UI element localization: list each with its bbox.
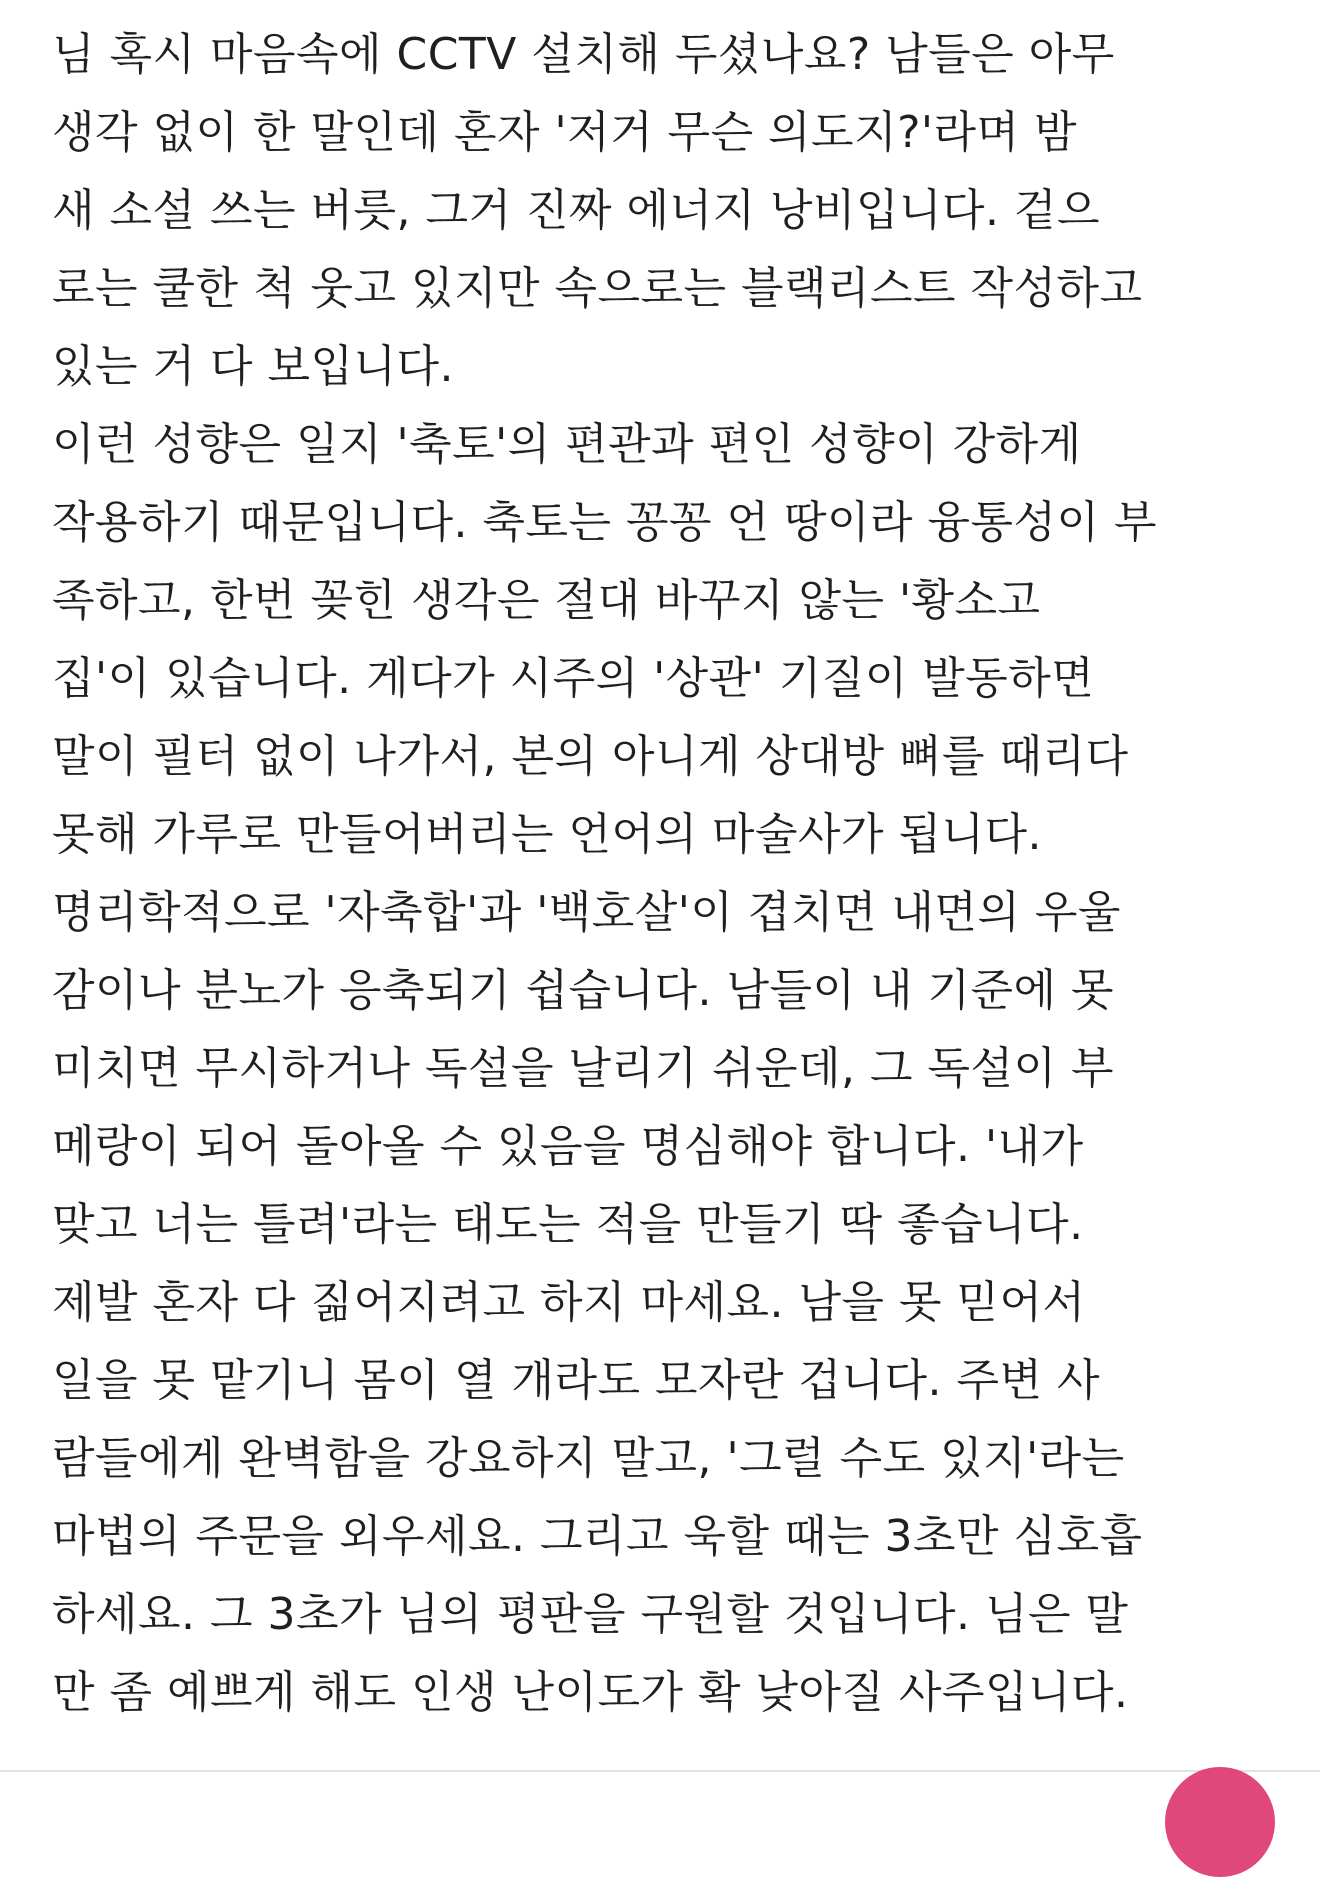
text-line: 제발 혼자 다 짊어지려고 하지 마세요. 남을 못 믿어서 — [52, 1277, 1086, 1328]
text-line: 못해 가루로 만들어버리는 언어의 마술사가 됩니다. — [52, 809, 1042, 860]
text-line: 일을 못 맡기니 몸이 열 개라도 모자란 겁니다. 주변 사 — [52, 1355, 1100, 1406]
text-line: 생각 없이 한 말인데 혼자 '저거 무슨 의도지?'라며 밤 — [52, 107, 1078, 158]
text-line: 만 좀 예쁘게 해도 인생 난이도가 확 낮아질 사주입니다. — [52, 1667, 1129, 1718]
text-line: 마법의 주문을 외우세요. 그리고 욱할 때는 3초만 심호흡 — [52, 1511, 1143, 1562]
text-line: 미치면 무시하거나 독설을 날리기 쉬운데, 그 독설이 부 — [52, 1043, 1114, 1094]
text-line: 새 소설 쓰는 버릇, 그거 진짜 에너지 낭비입니다. 겉으 — [52, 185, 1100, 236]
text-line: 하세요. 그 3초가 님의 평판을 구원할 것입니다. 님은 말 — [52, 1589, 1129, 1640]
text-line: 로는 쿨한 척 웃고 있지만 속으로는 블랙리스트 작성하고 — [52, 263, 1143, 314]
text-line: 맞고 너는 틀려'라는 태도는 적을 만들기 딱 좋습니다. — [52, 1199, 1084, 1250]
text-line: 람들에게 완벽함을 강요하지 말고, '그럴 수도 있지'라는 — [52, 1433, 1125, 1484]
text-line: 감이나 분노가 응축되기 쉽습니다. 남들이 내 기준에 못 — [52, 965, 1114, 1016]
text-line: 이런 성향은 일지 '축토'의 편관과 편인 성향이 강하게 — [52, 419, 1082, 470]
text-line: 작용하기 때문입니다. 축토는 꽁꽁 언 땅이라 융통성이 부 — [52, 497, 1157, 548]
text-line: 있는 거 다 보입니다. — [52, 341, 454, 392]
text-line: 명리학적으로 '자축합'과 '백호살'이 겹치면 내면의 우울 — [52, 887, 1121, 938]
text-line: 메랑이 되어 돌아올 수 있음을 명심해야 합니다. '내가 — [52, 1121, 1084, 1172]
text-line: 님 혹시 마음속에 CCTV 설치해 두셨나요? 남들은 아무 — [52, 29, 1115, 80]
bottom-divider — [0, 1770, 1320, 1772]
text-line: 집'이 있습니다. 게다가 시주의 '상관' 기질이 발동하면 — [52, 653, 1095, 704]
text-line: 족하고, 한번 꽂힌 생각은 절대 바꾸지 않는 '황소고 — [52, 575, 1041, 626]
floating-action-button[interactable] — [1165, 1767, 1275, 1877]
text-line: 말이 필터 없이 나가서, 본의 아니게 상대방 뼈를 때리다 — [52, 731, 1129, 782]
